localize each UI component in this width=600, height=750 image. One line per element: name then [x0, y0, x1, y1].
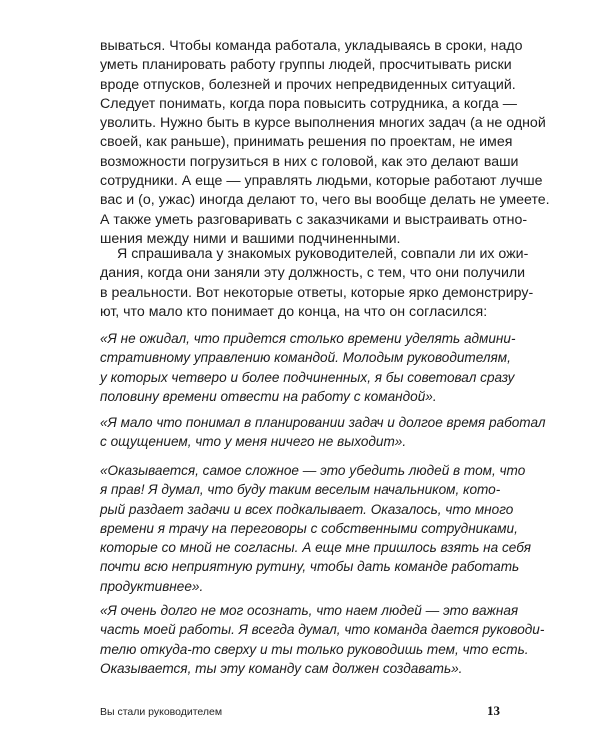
quote-line: Оказывается, ты эту команду сам должен создавать».: [100, 660, 463, 676]
body-paragraph: [100, 37, 550, 249]
text-line: вас и (о, ужас) иногда делают то, чего вы вообще делать не умеете.: [100, 192, 550, 209]
body-paragraph: [100, 245, 534, 322]
quote-line: с ощущением, что у меня ничего не выходит».: [100, 434, 407, 450]
text-line: дания, когда они заняли эту должность, с тем, что они получили: [100, 265, 526, 282]
quote-line: рый раздает задачи и всех подкалывает. Оказалось, что много: [100, 501, 514, 517]
text-line: уметь планировать работу группы людей, просчитывать риски: [100, 57, 512, 74]
quote-line: продуктивнее».: [100, 578, 204, 594]
quote-block: [100, 601, 545, 678]
text-line: шения между ними и вашими подчиненными.: [100, 230, 401, 247]
quote-line: телю откуда-то сверху и ты только руководишь тем, что есть.: [100, 641, 529, 657]
text-line: вываться. Чтобы команда работала, укладываясь в сроки, надо: [100, 38, 523, 54]
text-line: ют, что мало кто понимает до конца, на что он согласился:: [100, 303, 488, 320]
quote-line: я прав! Я думал, что буду таким веселым начальником, кото-: [100, 482, 501, 498]
text-line: вроде отпусков, болезней и прочих непредвиденных ситуаций.: [100, 76, 516, 93]
text-line: своей, как раньше), принимать решения по проектам, не имея: [100, 134, 513, 151]
quote-block: [100, 461, 532, 596]
text-line: уволить. Нужно быть в курсе выполнения многих задач (а не одной: [100, 115, 546, 132]
quote-line: «Я мало что понимал в планировании задач и долгое время работал: [100, 415, 546, 430]
quote-block: [100, 413, 546, 452]
text-line: в реальности. Вот некоторые ответы, которые ярко демонстриру-: [100, 284, 534, 301]
quote-block: [100, 329, 516, 406]
text-line: возможности погрузиться в них с головой, как это делают ваши: [100, 153, 519, 170]
quote-line: «Я очень долго не мог осознать, что наем людей — это важная: [100, 603, 519, 618]
quote-line: половину времени отвести на работу с командой».: [100, 388, 437, 404]
page-number: 13: [487, 703, 500, 718]
quote-line: часть моей работы. Я всегда думал, что команда дается руководи-: [100, 622, 545, 638]
quote-line: «Оказывается, самое сложное — это убедить людей в том, что: [100, 463, 526, 478]
quote-line: времени я трачу на переговоры с собственными сотрудниками,: [100, 520, 518, 536]
quote-line: стративному управлению командой. Молодым руководителям,: [100, 350, 511, 366]
quote-line: «Я не ожидал, что придется столько времени уделять админи-: [100, 331, 516, 346]
quote-line: которые со мной не согласны. А еще мне пришлось взять на себя: [100, 540, 532, 556]
quote-line: почти всю неприятную рутину, чтобы дать команде работать: [100, 559, 520, 575]
text-line: А также уметь разговаривать с заказчиками и выстраивать отно-: [100, 211, 528, 228]
quote-line: у которых четверо и более подчиненных, я бы советовал сразу: [100, 369, 515, 385]
text-line: Следует понимать, когда пора повысить сотрудника, а когда —: [100, 95, 517, 112]
running-title: Вы стали руководителем: [100, 706, 223, 718]
text-line: сотрудники. А еще — управлять людьми, которые работают лучше: [100, 173, 543, 190]
text-line: Я спрашивала у знакомых руководителей, совпали ли их ожи-: [117, 246, 529, 262]
